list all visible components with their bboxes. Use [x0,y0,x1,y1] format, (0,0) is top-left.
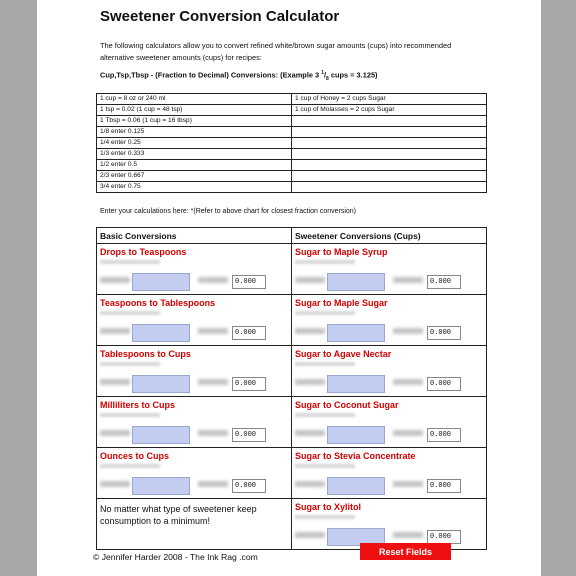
reference-cell-right: 1 cup of Molasses = 2 cups Sugar [292,105,487,116]
calculator-input-row [100,375,288,393]
fraction-heading: Cup,Tsp,Tbsp - (Fraction to Decimal) Conversions: (Example 3 $^1/_8$ cups = 3.125) [100,70,378,82]
blurred-input-label [295,481,325,487]
reference-cell-left: 1/8 enter 0.125 [97,127,292,138]
blurred-result-label [393,379,423,385]
blurred-formula [295,311,355,315]
sweetener-calculator-title: Sugar to Xylitol [295,502,362,512]
sweetener-calculator [292,295,487,346]
amount-input[interactable] [132,273,190,291]
amount-input[interactable] [132,375,190,393]
reference-row [97,149,487,160]
sweetener-calculator [292,244,487,295]
blurred-formula [100,260,160,264]
reference-row [97,138,487,149]
blurred-formula [295,413,355,417]
calculator-row [97,244,487,295]
sweetener-calculator [292,448,487,499]
reset-fields-button[interactable]: Reset Fields [360,543,451,560]
calculator-input-row [295,375,483,393]
amount-input[interactable] [132,477,190,495]
result-field[interactable]: 0.000 [232,377,266,391]
sweetener-calculator-title: Sugar to Agave Nectar [295,349,392,359]
reference-cell-right [292,149,487,160]
blurred-input-label [295,328,325,334]
result-field[interactable]: 0.000 [427,326,461,340]
calculator-input-row [100,273,288,291]
result-field[interactable]: 0.000 [427,530,461,544]
enter-note: Enter your calculations here: *(Refer to above chart for closest fraction conversion) [100,208,357,215]
consumption-note: No matter what type of sweetener keep consumption to a minimum! [100,504,257,526]
blurred-result-label [393,430,423,436]
reference-row [97,116,487,127]
basic-calculator [97,244,292,295]
blurred-result-label [393,277,423,283]
result-field[interactable]: 0.000 [232,428,266,442]
blurred-input-label [295,277,325,283]
calculator-row [97,397,487,448]
calculator-row [97,346,487,397]
blurred-result-label [393,532,423,538]
amount-input[interactable] [132,324,190,342]
header-sweetener: Sweetener Conversions (Cups) [292,228,487,244]
sweetener-calculator-title: Sugar to Coconut Sugar [295,400,399,410]
reference-cell-left: 1 cup = 8 oz or 240 ml [97,94,292,105]
blurred-result-label [393,481,423,487]
blurred-formula [100,464,160,468]
reference-cell-left: 1 Tbsp = 0.06 (1 cup = 16 tbsp) [97,116,292,127]
calculator-input-row [100,477,288,495]
footer-copyright: © Jennifer Harder 2008 - The Ink Rag .com [93,552,258,562]
blurred-input-label [100,328,130,334]
result-field[interactable]: 0.000 [232,275,266,289]
blurred-input-label [295,430,325,436]
calculator-input-row [295,477,483,495]
fraction-heading-prefix: Cup,Tsp,Tbsp - (Fraction to Decimal) Conversions: (Example 3 [100,70,322,80]
calculator-input-row [295,324,483,342]
sweetener-calculator-title: Sugar to Maple Sugar [295,298,388,308]
calculator-input-row [100,324,288,342]
reference-cell-right [292,171,487,182]
reference-cell-right [292,138,487,149]
basic-calculator [97,295,292,346]
result-field[interactable]: 0.000 [232,326,266,340]
result-field[interactable]: 0.000 [427,479,461,493]
blurred-input-label [295,379,325,385]
blurred-result-label [198,481,228,487]
amount-input[interactable] [132,426,190,444]
reference-row [97,182,487,193]
blurred-input-label [100,481,130,487]
blurred-result-label [198,430,228,436]
calculator-table [96,227,487,550]
calculator-input-row [100,426,288,444]
blurred-formula [100,311,160,315]
reference-cell-left: 1/4 enter 0.25 [97,138,292,149]
header-basic: Basic Conversions [97,228,292,244]
fraction-denominator: 8 [326,75,329,82]
fraction-heading-suffix: cups = 3.125) [328,70,378,80]
reference-row [97,94,487,105]
fraction-numerator: 1 [321,70,324,76]
blurred-formula [295,260,355,264]
blurred-result-label [393,328,423,334]
blurred-result-label [198,328,228,334]
right-gutter [541,0,576,576]
reference-cell-right: 1 cup of Honey = 2 cups Sugar [292,94,487,105]
blurred-formula [295,362,355,366]
calculator-row [97,499,487,550]
blurred-formula [295,515,355,519]
amount-input[interactable] [327,273,385,291]
intro-text: The following calculators allow you to convert refined white/brown sugar amounts (cups) into recommended alternative sweetener amounts (cups) for recipes: [100,41,452,62]
page-title: Sweetener Conversion Calculator [100,8,340,25]
sweetener-calculator [292,499,487,550]
blurred-input-label [100,379,130,385]
basic-calculator [97,448,292,499]
amount-input[interactable] [327,477,385,495]
calculator-input-row [295,273,483,291]
calculator-input-row [295,426,483,444]
left-gutter [0,0,37,576]
sweetener-calculator [292,346,487,397]
sweetener-calculator-title: Sugar to Stevia Concentrate [295,451,416,461]
sweetener-calculator [292,397,487,448]
reference-row [97,171,487,182]
basic-calculator-title: Milliliters to Cups [100,400,176,410]
basic-calculator-title: Tablespoons to Cups [100,349,191,359]
reference-row [97,160,487,171]
blurred-result-label [198,379,228,385]
calculator-row [97,295,487,346]
result-field[interactable]: 0.000 [427,428,461,442]
amount-input[interactable] [327,426,385,444]
blurred-input-label [100,277,130,283]
reference-row [97,105,487,116]
basic-calculator [97,397,292,448]
calculator-row [97,448,487,499]
blurred-formula [100,362,160,366]
reference-cell-left: 1 tsp = 0.02 (1 cup = 48 tsp) [97,105,292,116]
blurred-input-label [295,532,325,538]
basic-calculator-title: Teaspoons to Tablespoons [100,298,216,308]
reference-cell-left: 1/2 enter 0.5 [97,160,292,171]
result-field[interactable]: 0.000 [427,275,461,289]
blurred-formula [100,413,160,417]
sweetener-calculator-title: Sugar to Maple Syrup [295,247,388,257]
reference-cell-left: 2/3 enter 0.667 [97,171,292,182]
blurred-formula [295,464,355,468]
reference-table [96,93,487,193]
amount-input[interactable] [327,324,385,342]
amount-input[interactable] [327,375,385,393]
result-field[interactable]: 0.000 [232,479,266,493]
reference-cell-left: 1/3 enter 0.333 [97,149,292,160]
result-field[interactable]: 0.000 [427,377,461,391]
basic-calculator [97,346,292,397]
blurred-result-label [198,277,228,283]
reference-cell-right [292,182,487,193]
note-cell [97,499,292,550]
reference-cell-right [292,127,487,138]
reference-cell-right [292,116,487,127]
reference-row [97,127,487,138]
blurred-input-label [100,430,130,436]
basic-calculator-title: Ounces to Cups [100,451,170,461]
reference-cell-right [292,160,487,171]
basic-calculator-title: Drops to Teaspoons [100,247,187,257]
reference-cell-left: 3/4 enter 0.75 [97,182,292,193]
